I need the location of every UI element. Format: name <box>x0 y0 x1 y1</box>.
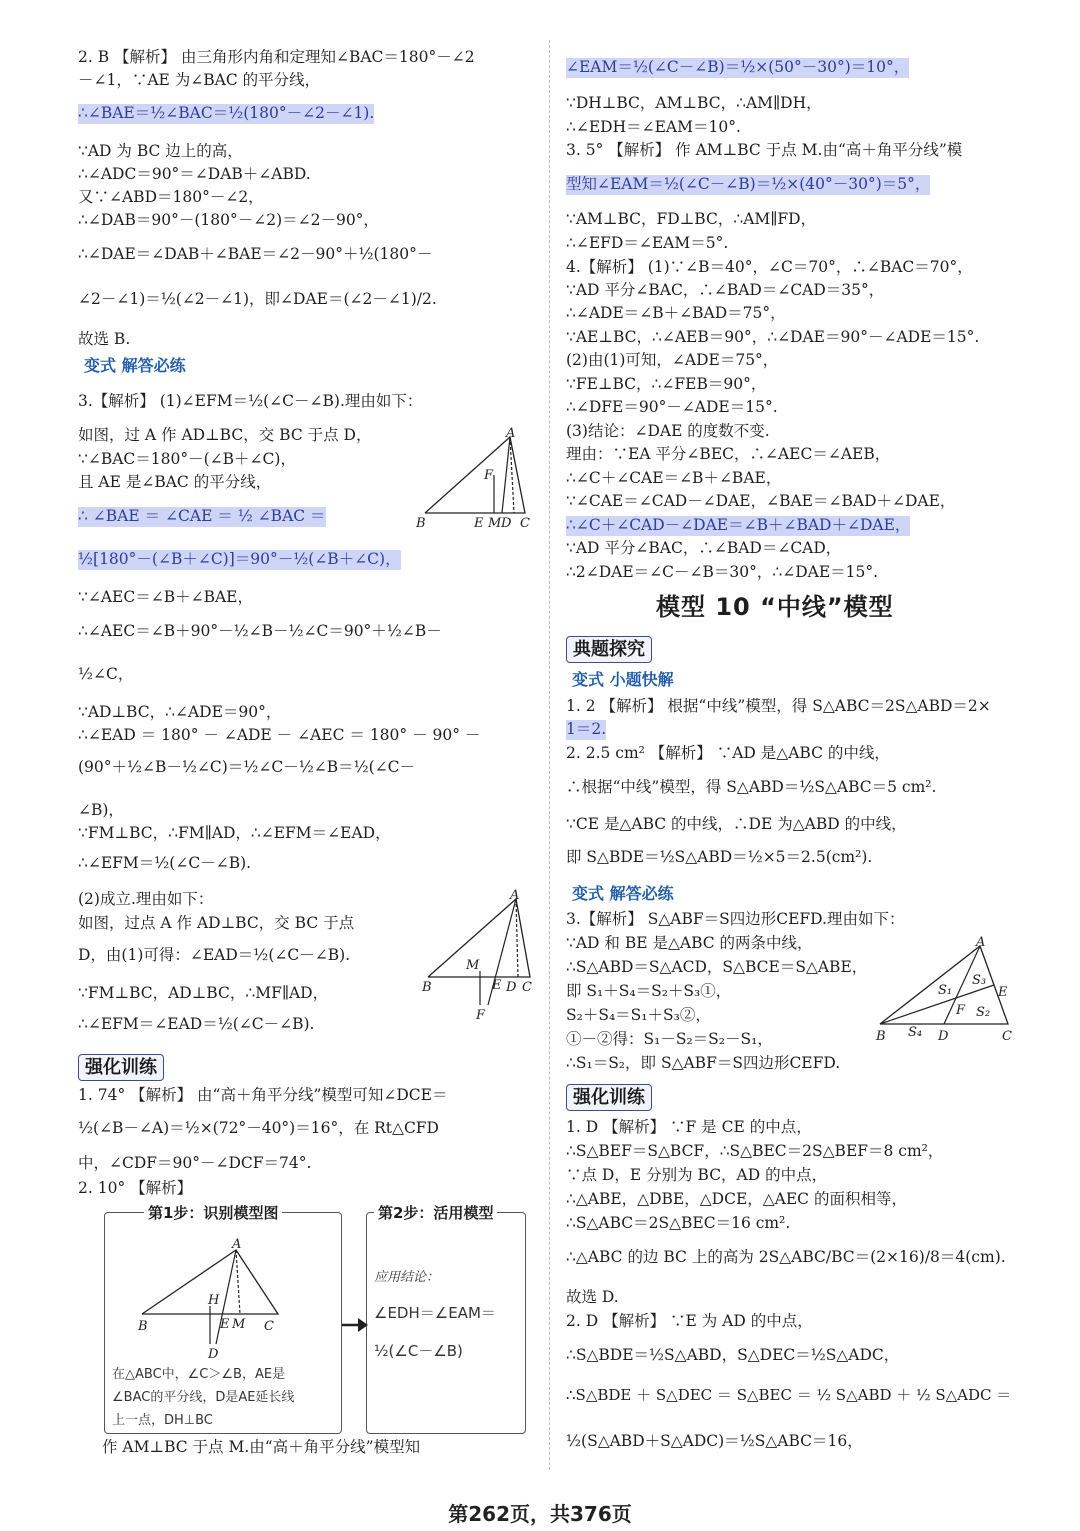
step1-fig-label-E: E <box>220 1317 230 1332</box>
figure-step1-triangle <box>128 1232 288 1362</box>
left-line-8: ∠2－∠1)＝½(∠2－∠1)，即∠DAE＝(∠2－∠1)/2. <box>78 290 437 308</box>
fig3-label-S2: S₂ <box>976 1005 991 1020</box>
right-line-32: ∵AD 和 BE 是△ABC 的两条中线， <box>566 934 813 952</box>
fig2-label-B: B <box>422 980 432 995</box>
left-line-5: 又∵∠ABD＝180°－∠2， <box>78 188 264 206</box>
fig1-label-D: D <box>501 516 512 531</box>
right-line-35: S₂＋S₄＝S₁＋S₃②， <box>566 1006 711 1024</box>
step1-note-3: 上一点，DH⊥BC <box>112 1413 213 1428</box>
right-line-37: ∴S₁＝S₂，即 S△ABF＝S四边形CEFD. <box>566 1054 841 1072</box>
fig1-label-F: F <box>484 468 494 483</box>
left-line-30: ∴∠EFM＝∠EAD＝½(∠C－∠B). <box>78 1015 315 1033</box>
left-line-16: ½[180°－(∠B＋∠C)]＝90°－½(∠B＋∠C)， <box>78 550 401 568</box>
step1-fig-label-B: B <box>138 1319 148 1334</box>
right-line-14: (3)结论：∠DAE 的度数不变. <box>566 422 770 440</box>
right-line-15: 理由：∵EA 平分∠BEC，∴∠AEC＝∠AEB， <box>566 445 891 463</box>
step1-fig-label-M: M <box>232 1317 246 1332</box>
fig1-label-B: B <box>416 516 426 531</box>
right-line-36: ①－②得：S₁－S₂＝S₂－S₁， <box>566 1030 773 1048</box>
right-line-1: ∵DH⊥BC，AM⊥BC，∴AM∥DH， <box>566 94 822 112</box>
left-line-35: 2. 10° 【解析】 <box>78 1179 193 1197</box>
step2-line-2: ∠EDH＝∠EAM＝ <box>374 1304 496 1322</box>
right-line-9: ∴∠ADE＝∠B＋∠BAD＝75°， <box>566 304 786 322</box>
right-line-11: (2)由(1)可知，∠ADE＝75°， <box>566 351 779 369</box>
column-divider <box>549 40 550 1470</box>
right-line-38: 强化训练 <box>566 1084 652 1111</box>
left-line-21: ∴∠EAD ＝ 180° － ∠ADE － ∠AEC ＝ 180° － 90° － <box>78 726 481 744</box>
fig3-label-C: C <box>1002 1029 1012 1044</box>
left-line-18: ∴∠AEC＝∠B＋90°－½∠B－½∠C＝90°＋½∠B－ <box>78 622 442 640</box>
right-line-28: ∵CE 是△ABC 的中线，∴DE 为△ABD 的中线， <box>566 815 907 833</box>
fig1-label-A: A <box>506 426 516 441</box>
right-line-47: ∴S△BDE＝½S△ABD，S△DEC＝½S△ADC， <box>566 1346 900 1364</box>
left-line-22: (90°＋½∠B－½∠C)＝½∠C－½∠B＝½(∠C－ <box>78 758 416 776</box>
right-line-23: 变式 小题快解 <box>572 670 674 689</box>
right-line-34: 即 S₁＋S₄＝S₂＋S₃①， <box>566 982 732 1000</box>
right-line-13: ∴∠DFE＝90°－∠ADE＝15°. <box>566 398 778 416</box>
right-line-7: 4.【解析】 (1)∵∠B＝40°，∠C＝70°，∴∠BAC＝70°， <box>566 258 973 276</box>
right-line-6: ∴∠EFD＝∠EAM＝5°. <box>566 234 729 252</box>
right-line-42: ∴△ABE，△DBE，△DCE，△AEC 的面积相等， <box>566 1190 907 1208</box>
left-line-4: ∴∠ADC＝90°＝∠DAB＋∠ABD. <box>78 165 311 183</box>
right-line-25: 1＝2. <box>566 720 607 738</box>
fig2-label-C: C <box>522 980 532 995</box>
arrow-icon <box>340 1315 370 1335</box>
left-line-10: 变式 解答必练 <box>84 356 186 375</box>
right-line-8: ∵AD 平分∠BAC，∴∠BAD＝∠CAD＝35°， <box>566 281 885 299</box>
left-line-29: ∵FM⊥BC，AD⊥BC，∴MF∥AD， <box>78 984 329 1002</box>
step2-line-1: 应用结论： <box>374 1270 440 1285</box>
fig2-label-A: A <box>510 888 520 903</box>
right-line-22: 典题探究 <box>566 636 652 663</box>
left-line-28: D，由(1)可得：∠EAD＝½(∠C－∠B). <box>78 946 351 964</box>
right-line-20: ∴2∠DAE＝∠C－∠B＝30°，∴∠DAE＝15°. <box>566 563 879 581</box>
left-line-14: 且 AE 是∠BAC 的平分线， <box>78 473 272 491</box>
right-line-3: 3. 5° 【解析】 作 AM⊥BC 于点 M.由“高＋角平分线”模 <box>566 141 963 159</box>
fig2-label-M: M <box>466 958 480 973</box>
step1-note-2: ∠BAC的平分线，D是AE延长线 <box>112 1390 295 1405</box>
right-line-4: 型知∠EAM＝½(∠C－∠B)＝½×(40°－30°)＝5°， <box>566 175 931 193</box>
right-line-27: ∴根据“中线”模型，得 S△ABD＝½S△ABC＝5 cm². <box>566 778 937 796</box>
left-line-0: 2. B 【解析】 由三角形内角和定理知∠BAC＝180°－∠2 <box>78 48 475 66</box>
left-line-9: 故选 B. <box>78 330 131 348</box>
right-line-48: ∴S△BDE ＋ S△DEC ＝ S△BEC ＝ ½ S△ABD ＋ ½ S△ADC ＝ <box>566 1386 1012 1404</box>
left-line-13: ∵∠BAC＝180°－(∠B＋∠C)， <box>78 450 296 468</box>
left-line-19: ½∠C， <box>78 665 134 683</box>
figure-triangle-1 <box>410 425 540 535</box>
fig1-label-C: C <box>520 516 530 531</box>
fig2-label-E: E <box>492 978 502 993</box>
left-line-24: ∵FM⊥BC，∴FM∥AD，∴∠EFM＝∠EAD， <box>78 824 391 842</box>
left-line-32: 1. 74° 【解析】 由“高＋角平分线”模型可知∠DCE＝ <box>78 1086 448 1104</box>
step1-note-1: 在△ABC中，∠C＞∠B，AE是 <box>112 1367 286 1382</box>
right-line-21: 模型 10 “中线”模型 <box>656 593 894 621</box>
right-line-10: ∵AE⊥BC，∴∠AEB＝90°，∴∠DAE＝90°－∠ADE＝15°. <box>566 328 980 346</box>
left-line-33: ½(∠B－∠A)＝½×(72°－40°)＝16°，在 Rt△CFD <box>78 1119 439 1137</box>
right-line-30: 变式 解答必练 <box>572 884 674 903</box>
step2-box <box>366 1212 526 1434</box>
left-line-11: 3.【解析】 (1)∠EFM＝½(∠C－∠B).理由如下： <box>78 392 423 410</box>
fig3-label-A: A <box>976 936 986 950</box>
right-line-29: 即 S△BDE＝½S△ABD＝½×5＝2.5(cm²). <box>566 848 873 866</box>
left-line-12: 如图，过 A 作 AD⊥BC，交 BC 于点 D， <box>78 426 372 444</box>
right-line-43: ∴S△ABC＝2S△BEC＝16 cm². <box>566 1214 791 1232</box>
right-line-45: 故选 D. <box>566 1288 619 1306</box>
right-line-2: ∴∠EDH＝∠EAM＝10°. <box>566 118 741 136</box>
right-line-19: ∵AD 平分∠BAC，∴∠BAD＝∠CAD， <box>566 539 842 557</box>
fig3-label-D: D <box>938 1029 949 1044</box>
left-line-3: ∵AD 为 BC 边上的高， <box>78 142 243 160</box>
page-footer: 第262页，共376页 <box>448 1502 632 1526</box>
right-line-17: ∵∠CAE＝∠CAD－∠DAE，∠BAE＝∠BAD＋∠DAE， <box>566 492 956 510</box>
right-line-24: 1. 2 【解析】 根据“中线”模型，得 S△ABC＝2S△ABD＝2× <box>566 697 991 715</box>
step2-line-3: ½(∠C－∠B) <box>374 1342 463 1360</box>
fig3-label-S4: S₄ <box>908 1025 923 1040</box>
fig3-label-E: E <box>998 985 1008 1000</box>
right-line-49: ½(S△ABD＋S△ADC)＝½S△ABC＝16， <box>566 1432 863 1450</box>
left-line-15: ∴ ∠BAE ＝ ∠CAE ＝ ½ ∠BAC ＝ <box>78 507 326 525</box>
right-line-44: ∴△ABC 的边 BC 上的高为 2S△ABC/BC＝(2×16)/8＝4(cm). <box>566 1248 1006 1266</box>
left-line-26: (2)成立.理由如下： <box>78 890 214 908</box>
step1-title: 第1步：识别模型图 <box>144 1202 282 1223</box>
right-line-26: 2. 2.5 cm² 【解析】 ∵AD 是△ABC 的中线， <box>566 744 890 762</box>
left-line-1: －∠1，∵AE 为∠BAC 的平分线， <box>78 71 321 89</box>
step2-title: 第2步：活用模型 <box>374 1202 497 1223</box>
right-line-33: ∴S△ABD＝S△ACD，S△BCE＝S△ABE， <box>566 958 868 976</box>
step1-fig-label-C: C <box>264 1319 274 1334</box>
right-line-40: ∴S△BEF＝S△BCF，∴S△BEC＝2S△BEF＝8 cm²， <box>566 1142 944 1160</box>
fig2-label-D: D <box>506 980 517 995</box>
fig1-label-E: E <box>474 516 484 531</box>
fig1-label-M: M <box>488 516 502 531</box>
figure-triangle-2 <box>418 885 540 1025</box>
left-line-34: 中，∠CDF＝90°－∠DCF＝74°. <box>78 1154 312 1172</box>
left-line-17: ∵∠AEC＝∠B＋∠BAE， <box>78 588 253 606</box>
right-line-12: ∵FE⊥BC，∴∠FEB＝90°， <box>566 375 767 393</box>
left-line-6: ∴∠DAB＝90°－(180°－∠2)＝∠2－90°， <box>78 211 379 229</box>
fig3-label-B: B <box>876 1029 886 1044</box>
fig3-label-S1: S₁ <box>938 983 953 998</box>
right-line-31: 3.【解析】 S△ABF＝S四边形CEFD.理由如下： <box>566 910 905 928</box>
right-line-5: ∵AM⊥BC，FD⊥BC，∴AM∥FD， <box>566 210 817 228</box>
left-line-23: ∠B)， <box>78 801 124 819</box>
fig3-label-F: F <box>956 1003 966 1018</box>
right-line-18: ∴∠C＋∠CAD－∠DAE＝∠B＋∠BAD＋∠DAE， <box>566 516 911 534</box>
step1-fig-label-A: A <box>232 1237 242 1252</box>
right-line-46: 2. D 【解析】 ∵E 为 AD 的中点， <box>566 1312 813 1330</box>
left-line-27: 如图，过点 A 作 AD⊥BC，交 BC 于点 <box>78 914 355 932</box>
left-line-last: 作 AM⊥BC 于点 M.由“高＋角平分线”模型知 <box>102 1438 421 1456</box>
left-line-2: ∴∠BAE＝½∠BAC＝½(180°－∠2－∠1). <box>78 104 375 122</box>
right-line-16: ∴∠C＋∠CAE＝∠B＋∠BAE， <box>566 469 782 487</box>
right-line-41: ∵点 D，E 分别为 BC，AD 的中点， <box>566 1166 828 1184</box>
fig3-label-S3: S₃ <box>972 973 987 988</box>
right-line-0: ∠EAM＝½(∠C－∠B)＝½×(50°－30°)＝10°， <box>566 58 910 76</box>
left-line-25: ∴∠EFM＝½(∠C－∠B). <box>78 854 252 872</box>
left-line-7: ∴∠DAE＝∠DAB＋∠BAE＝∠2－90°＋½(180°－ <box>78 245 433 263</box>
left-line-20: ∵AD⊥BC，∴∠ADE＝90°， <box>78 703 282 721</box>
fig2-label-F: F <box>476 1008 486 1023</box>
step1-fig-label-D: D <box>208 1347 219 1362</box>
step1-fig-label-H: H <box>208 1293 220 1308</box>
figure-triangle-medians <box>872 936 1020 1048</box>
right-line-39: 1. D 【解析】 ∵F 是 CE 的中点， <box>566 1118 812 1136</box>
left-line-31: 强化训练 <box>78 1054 164 1081</box>
